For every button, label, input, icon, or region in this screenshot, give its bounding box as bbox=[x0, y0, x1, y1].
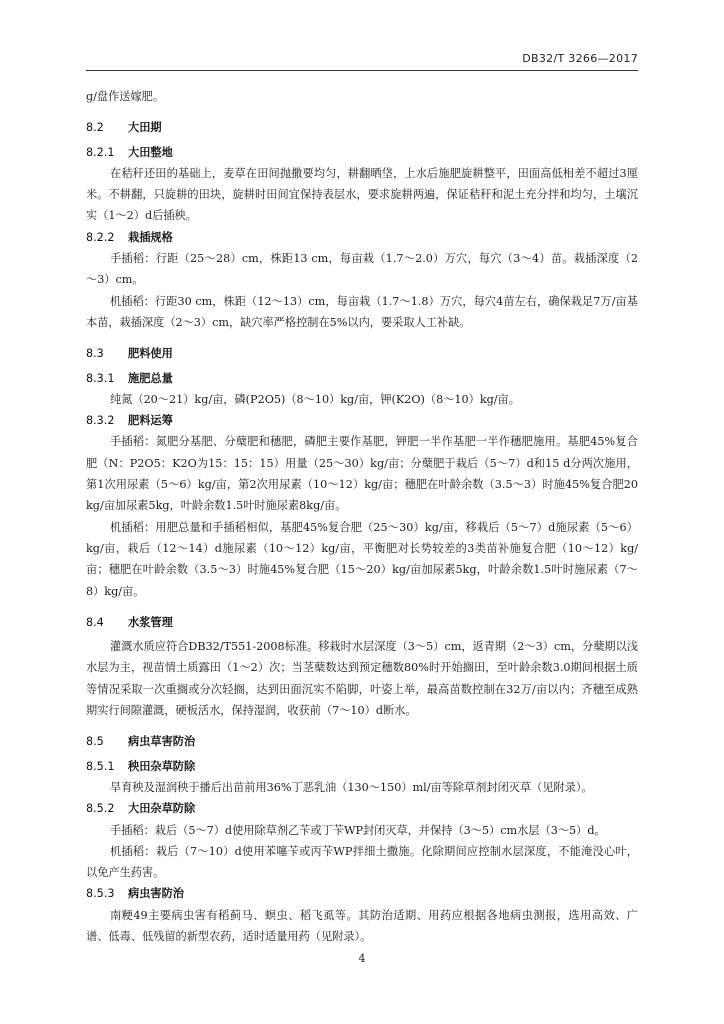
paragraph-manual-transplant-spec: 手插稻：行距（25～28）cm，株距13 cm，每亩栽（1.7～2.0）万穴，每穴（3～4）苗。栽插深度（2～3）cm。 bbox=[86, 252, 638, 287]
section-title: 水浆管理 bbox=[128, 615, 173, 629]
section-heading-8-5-3 bbox=[86, 883, 638, 904]
section-heading-8-2-1 bbox=[86, 142, 638, 163]
section-title: 栽插规格 bbox=[128, 230, 173, 244]
section-number: 8.2 bbox=[86, 121, 104, 135]
paragraph-field-preparation: 在秸秆还田的基础上，麦草在田间抛撒要均匀，耕翻晒垡，上水后施肥旋耕整平，田面高低相差不超过3厘米。不耕翻，只旋耕的田块，旋耕时田间宜保持表层水，要求旋耕两遍，保证秸秆和泥土充分拌和均匀，土壤沉实（1～2）d后插秧。 bbox=[86, 166, 638, 223]
section-number: 8.3.1 bbox=[86, 371, 115, 385]
section-heading-8-5-2 bbox=[86, 798, 638, 819]
section-title: 病虫害防治 bbox=[128, 887, 184, 901]
paragraph-pest-disease-control: 南粳49主要病虫害有稻蓟马、螟虫、稻飞虱等。其防治适期、用药应根据各地病虫测报，选用高效、广谱、低毒、低残留的新型农药，适时适量用药（见附录）。 bbox=[86, 908, 638, 943]
section-number: 8.5.3 bbox=[86, 887, 115, 901]
page-number: 4 bbox=[358, 952, 366, 965]
section-number: 8.3 bbox=[86, 347, 104, 361]
paragraph-manual-fertilizer-plan: 手插稻：氮肥分基肥、分蘖肥和穗肥，磷肥主要作基肥，钾肥一半作基肥一半作穗肥施用。基肥45%复合肥（N：P2O5：K2O为15：15：15）用量（25～30）kg/亩；分蘖肥于栽后（5～7）d和15 d分两次施用，第1次用尿素（5～6）kg/亩，第2次用尿素（10～12）kg/亩；穗肥在叶龄余数（3.5～3）时施45%复合肥20 kg/亩加尿素5kg，叶龄余数1.5叶时施尿素8kg/亩。 bbox=[86, 435, 638, 513]
document-id-header: DB32/T 3266—2017 bbox=[522, 52, 638, 65]
section-title: 病虫草害防治 bbox=[128, 735, 196, 749]
section-number: 8.4 bbox=[86, 615, 104, 629]
paragraph-fertilizer-total: 纯氮（20～21）kg/亩，磷(P2O5)（8～10）kg/亩，钾(K2O)（8～10）kg/亩。 bbox=[110, 392, 520, 406]
section-title: 大田杂草防除 bbox=[128, 802, 196, 816]
section-heading-8-2-2 bbox=[86, 227, 638, 248]
paragraph-seedbed-weed-control: 旱育秧及湿润秧于播后出苗前用36%丁恶乳油（130～150）ml/亩等除草剂封闭灭草（见附录）。 bbox=[110, 780, 593, 794]
paragraph-machine-fertilizer-plan: 机插稻：用肥总量和手插稻相似，基肥45%复合肥（25～30）kg/亩，移栽后（5～7）d施尿素（5～6）kg/亩，栽后（12～14）d施尿素（10～12）kg/亩，平衡肥对长势较差的3类苗补施复合肥（10～12）kg/亩；穗肥在叶龄余数（3.5～3）时施45%复合肥（15～20）kg/亩加尿素5kg，叶龄余数1.5叶时施尿素（7～8）kg/亩。 bbox=[86, 520, 638, 598]
section-number: 8.2.2 bbox=[86, 230, 115, 244]
section-title: 秧田杂草防除 bbox=[128, 759, 196, 773]
section-number: 8.5.2 bbox=[86, 802, 115, 816]
section-number: 8.3.2 bbox=[86, 414, 115, 428]
section-title: 大田整地 bbox=[128, 145, 173, 159]
section-title: 肥料运筹 bbox=[128, 414, 173, 428]
section-title: 大田期 bbox=[128, 121, 162, 135]
section-heading-8-5 bbox=[86, 731, 638, 752]
section-heading-8-4 bbox=[86, 612, 638, 633]
section-title: 施肥总量 bbox=[128, 371, 173, 385]
paragraph-continuation: g/盘作送嫁肥。 bbox=[86, 90, 165, 103]
paragraph-machine-transplant-spec: 机插稻：行距30 cm，株距（12～13）cm，每亩栽（1.7～1.8）万穴，每穴4苗左右，确保栽足7万/亩基本苗，栽插深度（2～3）cm，缺穴率严格控制在5%以内，要采取人工补缺。 bbox=[86, 294, 638, 329]
section-heading-8-3 bbox=[86, 343, 638, 364]
section-heading-8-3-1 bbox=[86, 368, 638, 389]
section-number: 8.5 bbox=[86, 735, 104, 749]
paragraph-manual-weed-control: 手插稻：栽后（5～7）d使用除草剂乙苄或丁苄WP封闭灭草，并保持（3～5）cm水层（3～5）d。 bbox=[110, 823, 606, 837]
section-number: 8.5.1 bbox=[86, 759, 115, 773]
header-rule bbox=[86, 70, 638, 71]
paragraph-water-management: 灌溉水质应符合DB32/T551-2008标准。移栽时水层深度（3～5）cm，返青期（2～3）cm，分蘖期以浅水层为主，视苗情土质露田（1～2）次；当茎蘖数达到预定穗数80%时开始搁田，至叶龄余数3.0期间根据土质等情况采取一次重搁或分次轻搁，达到田面沉实不陷脚，叶姿上举，最高苗数控制在32万/亩以内；齐穗至成熟期实行间隙灌溉，硬板活水，保持湿润，收获前（7～10）d断水。 bbox=[86, 640, 638, 718]
document-body bbox=[86, 86, 638, 947]
section-title: 肥料使用 bbox=[128, 347, 173, 361]
section-number: 8.2.1 bbox=[86, 145, 115, 159]
section-heading-8-2 bbox=[86, 117, 638, 138]
section-heading-8-3-2 bbox=[86, 410, 638, 431]
paragraph-machine-weed-control: 机插稻：栽后（7～10）d使用苯噻苄或丙苄WP拌细土撒施。化除期间应控制水层深度，不能淹没心叶，以免产生药害。 bbox=[86, 844, 638, 880]
section-heading-8-5-1 bbox=[86, 756, 638, 777]
